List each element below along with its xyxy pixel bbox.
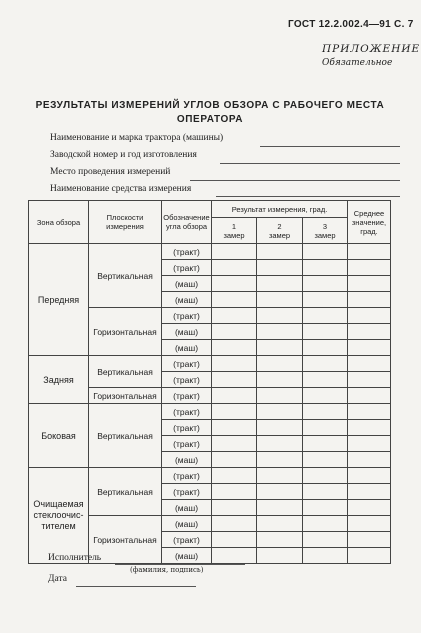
value-cell — [212, 436, 257, 452]
value-cell — [212, 324, 257, 340]
value-cell — [257, 276, 303, 292]
average-cell — [348, 388, 391, 404]
plane-vertical: Вертикальная — [89, 468, 162, 516]
designation-cell: (тракт) — [162, 244, 212, 260]
zone-rear: Задняя — [29, 356, 89, 404]
value-cell — [303, 244, 348, 260]
average-cell — [348, 452, 391, 468]
field-label-serial: Заводской номер и год изготовления — [50, 150, 197, 160]
average-cell — [348, 276, 391, 292]
value-cell — [257, 452, 303, 468]
average-cell — [348, 484, 391, 500]
designation-cell: (маш) — [162, 516, 212, 532]
obligatory-label: Обязательное — [322, 58, 393, 68]
zone-cleaned: Очищаемая стеклоочис-тителем — [29, 468, 89, 564]
value-cell — [257, 420, 303, 436]
plane-vertical: Вертикальная — [89, 244, 162, 308]
designation-cell: (маш) — [162, 452, 212, 468]
designation-cell: (тракт) — [162, 308, 212, 324]
header-measurement-2: 2 замер — [257, 218, 303, 244]
value-cell — [303, 260, 348, 276]
document-title: РЕЗУЛЬТАТЫ ИЗМЕРЕНИЙ УГЛОВ ОБЗОРА С РАБОЧЕГО МЕСТА ОПЕРАТОРА — [35, 100, 385, 125]
value-cell — [212, 500, 257, 516]
average-cell — [348, 468, 391, 484]
average-cell — [348, 500, 391, 516]
designation-cell: (тракт) — [162, 484, 212, 500]
average-cell — [348, 548, 391, 564]
standard-number: ГОСТ 12.2.002.4—91 С. 7 — [288, 19, 414, 30]
value-cell — [303, 484, 348, 500]
value-cell — [257, 404, 303, 420]
value-cell — [257, 308, 303, 324]
value-cell — [303, 276, 348, 292]
designation-cell: (тракт) — [162, 388, 212, 404]
average-cell — [348, 308, 391, 324]
value-cell — [212, 372, 257, 388]
average-cell — [348, 292, 391, 308]
designation-cell: (тракт) — [162, 404, 212, 420]
value-cell — [303, 388, 348, 404]
value-cell — [303, 468, 348, 484]
value-cell — [303, 516, 348, 532]
value-cell — [212, 548, 257, 564]
value-cell — [257, 292, 303, 308]
designation-cell: (маш) — [162, 276, 212, 292]
value-cell — [257, 340, 303, 356]
value-cell — [212, 388, 257, 404]
average-cell — [348, 404, 391, 420]
value-cell — [257, 548, 303, 564]
average-cell — [348, 516, 391, 532]
value-cell — [257, 516, 303, 532]
measurement-table — [28, 200, 391, 564]
executor-label: Исполнитель — [48, 553, 102, 563]
designation-cell: (маш) — [162, 324, 212, 340]
header-zone: Зона обзора — [29, 201, 89, 244]
designation-cell: (маш) — [162, 292, 212, 308]
executor-line — [115, 564, 245, 565]
designation-cell: (маш) — [162, 500, 212, 516]
value-cell — [303, 372, 348, 388]
plane-horizontal: Горизонтальная — [89, 308, 162, 356]
value-cell — [212, 420, 257, 436]
designation-cell: (маш) — [162, 548, 212, 564]
average-cell — [348, 244, 391, 260]
designation-cell: (тракт) — [162, 356, 212, 372]
value-cell — [212, 292, 257, 308]
date-label: Дата — [48, 574, 67, 584]
value-cell — [303, 452, 348, 468]
average-cell — [348, 324, 391, 340]
average-cell — [348, 260, 391, 276]
average-cell — [348, 420, 391, 436]
value-cell — [257, 356, 303, 372]
header-designation: Обозначение угла обзора — [162, 201, 212, 244]
value-cell — [303, 340, 348, 356]
plane-horizontal: Горизонтальная — [89, 516, 162, 564]
value-cell — [212, 452, 257, 468]
value-cell — [257, 436, 303, 452]
value-cell — [303, 500, 348, 516]
designation-cell: (тракт) — [162, 436, 212, 452]
table-row — [29, 468, 391, 484]
average-cell — [348, 532, 391, 548]
value-cell — [212, 356, 257, 372]
zone-side: Боковая — [29, 404, 89, 468]
value-cell — [212, 484, 257, 500]
value-cell — [212, 308, 257, 324]
value-cell — [303, 436, 348, 452]
value-cell — [257, 484, 303, 500]
header-plane: Плоскости измерения — [89, 201, 162, 244]
value-cell — [303, 404, 348, 420]
field-label-instrument: Наименование средства измерения — [50, 184, 192, 194]
designation-cell: (тракт) — [162, 260, 212, 276]
field-line-tractor — [260, 146, 400, 147]
value-cell — [303, 308, 348, 324]
value-cell — [257, 388, 303, 404]
value-cell — [257, 324, 303, 340]
value-cell — [212, 276, 257, 292]
header-measurement-1: 1 замер — [212, 218, 257, 244]
value-cell — [303, 532, 348, 548]
designation-cell: (тракт) — [162, 420, 212, 436]
header-average: Среднее значение, град. — [348, 201, 391, 244]
value-cell — [257, 500, 303, 516]
value-cell — [212, 468, 257, 484]
plane-vertical: Вертикальная — [89, 404, 162, 468]
signature-hint: (фамилия, подпись) — [130, 566, 204, 574]
table-row — [29, 404, 391, 420]
value-cell — [212, 260, 257, 276]
value-cell — [257, 372, 303, 388]
date-line — [76, 586, 196, 587]
value-cell — [303, 356, 348, 372]
average-cell — [348, 356, 391, 372]
value-cell — [257, 532, 303, 548]
table-row — [29, 244, 391, 260]
designation-cell: (тракт) — [162, 372, 212, 388]
value-cell — [212, 516, 257, 532]
field-label-tractor: Наименование и марка трактора (машины) — [50, 133, 224, 143]
zone-front: Передняя — [29, 244, 89, 356]
designation-cell: (маш) — [162, 340, 212, 356]
value-cell — [303, 324, 348, 340]
designation-cell: (тракт) — [162, 468, 212, 484]
designation-cell: (тракт) — [162, 532, 212, 548]
value-cell — [212, 244, 257, 260]
value-cell — [257, 244, 303, 260]
value-cell — [212, 340, 257, 356]
value-cell — [212, 532, 257, 548]
field-label-place: Место проведения измерений — [50, 167, 171, 177]
field-line-serial — [220, 163, 400, 164]
value-cell — [212, 404, 257, 420]
field-line-place — [190, 180, 400, 181]
value-cell — [303, 420, 348, 436]
average-cell — [348, 436, 391, 452]
header-result-group: Результат измерения, град. — [212, 201, 348, 218]
value-cell — [303, 292, 348, 308]
field-line-instrument — [216, 196, 400, 197]
table-row — [29, 356, 391, 372]
header-measurement-3: 3 замер — [303, 218, 348, 244]
plane-horizontal: Горизонтальная — [89, 388, 162, 404]
plane-vertical: Вертикальная — [89, 356, 162, 388]
value-cell — [257, 468, 303, 484]
value-cell — [257, 260, 303, 276]
appendix-label: ПРИЛОЖЕНИЕ — [322, 43, 421, 55]
average-cell — [348, 340, 391, 356]
average-cell — [348, 372, 391, 388]
value-cell — [303, 548, 348, 564]
